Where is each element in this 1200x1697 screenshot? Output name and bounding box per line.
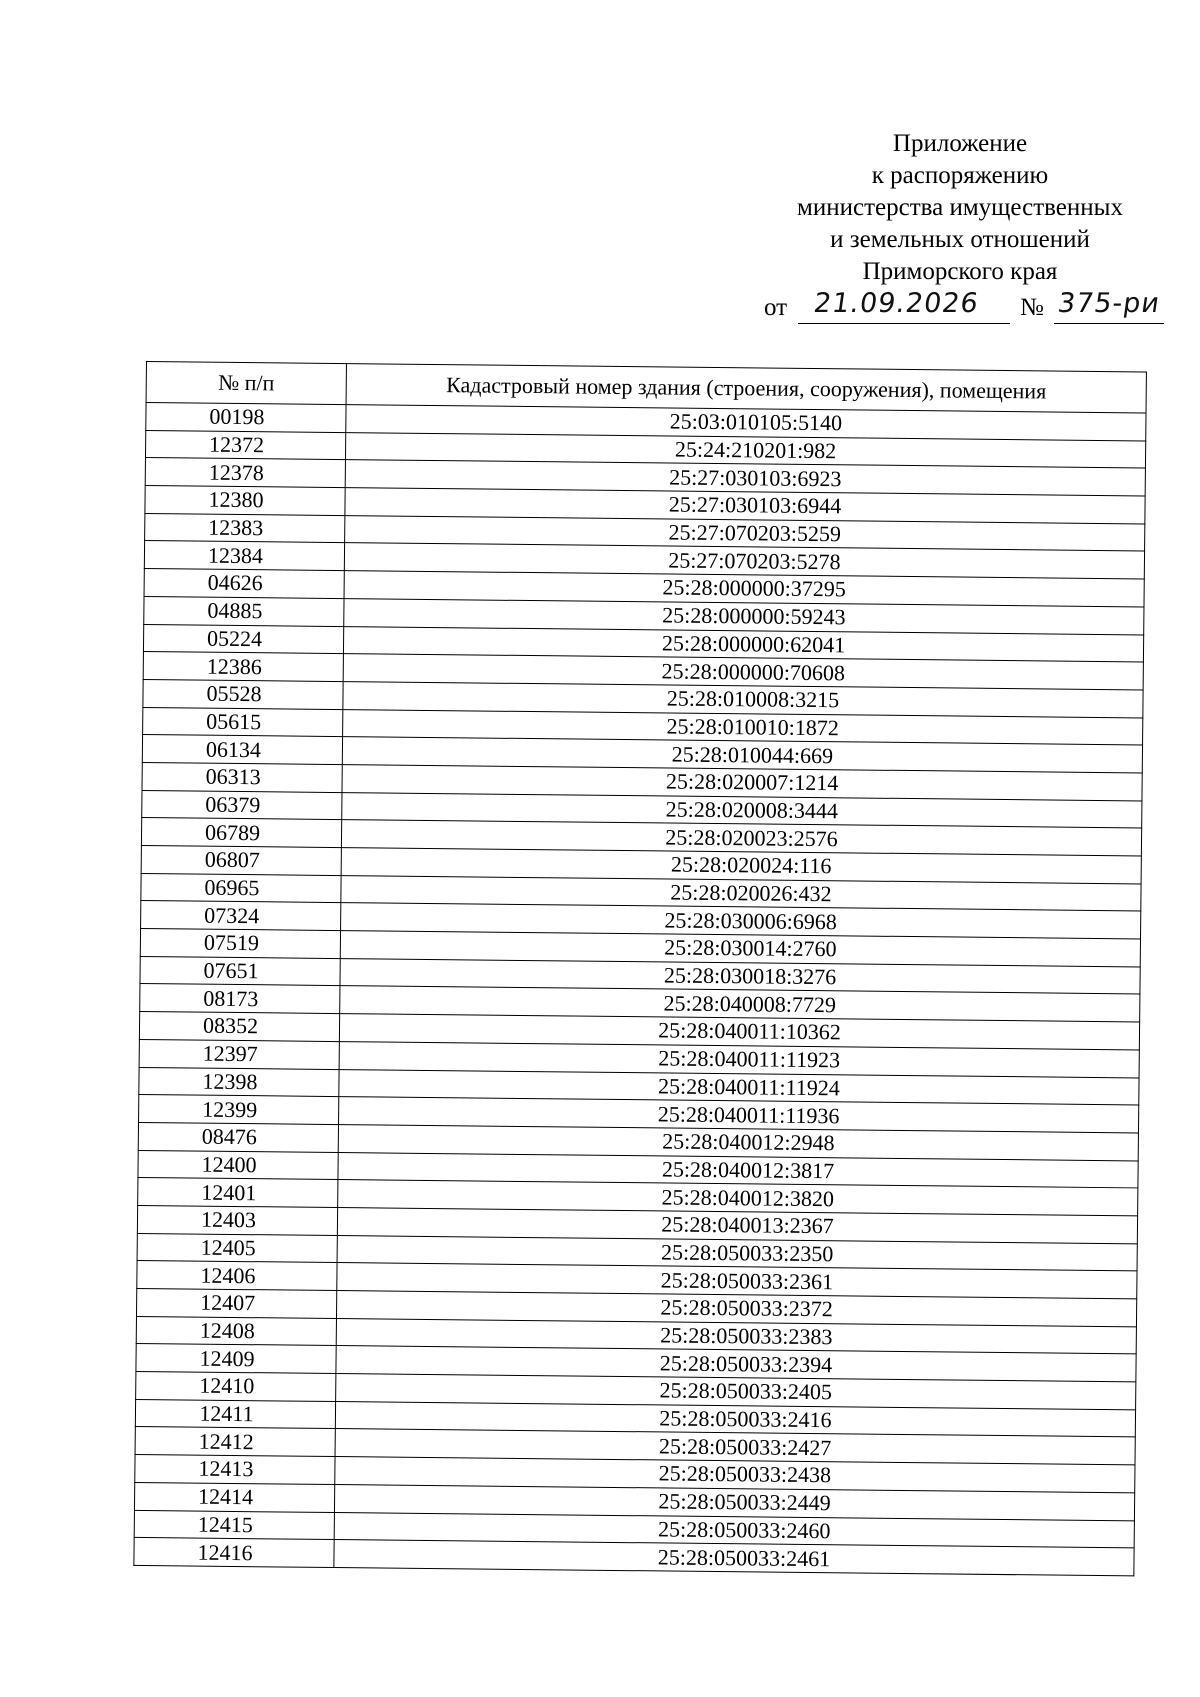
cadastral-number-cell: 25:28:030014:2760	[340, 931, 1140, 967]
cadastral-number-cell: 25:28:010044:669	[342, 737, 1142, 773]
cadastral-number-cell: 25:28:050033:2405	[336, 1374, 1136, 1410]
row-number-cell: 06807	[141, 845, 341, 875]
cadastral-number-cell: 25:28:050033:2383	[336, 1318, 1136, 1354]
row-number-cell: 07324	[141, 901, 341, 931]
cadastral-number-cell: 25:28:040011:11924	[339, 1069, 1139, 1105]
row-number-cell: 06965	[141, 873, 341, 903]
row-number-cell: 12416	[134, 1538, 334, 1568]
row-number-cell: 12397	[139, 1039, 339, 1069]
column-header-number: № п/п	[146, 362, 346, 405]
row-number-cell: 12401	[138, 1178, 338, 1208]
row-number-cell: 12384	[144, 541, 344, 571]
header-line-appendix: Приложение	[892, 130, 1028, 157]
cadastral-number-cell: 25:28:030006:6968	[341, 903, 1141, 939]
cadastral-number-cell: 25:28:000000:62041	[343, 626, 1143, 662]
row-number-cell: 12414	[134, 1482, 334, 1512]
header-line-order: к распоряжению	[871, 162, 1049, 189]
cadastral-number-cell: 25:28:050033:2460	[334, 1512, 1134, 1548]
cadastral-number-cell: 25:28:050033:2461	[334, 1540, 1134, 1576]
order-date-handwritten: 21.09.2026	[811, 288, 981, 319]
header-line-ministry: министерства имущественных	[797, 194, 1123, 221]
cadastral-number-cell: 25:28:050033:2361	[337, 1263, 1137, 1299]
row-number-cell: 07651	[140, 956, 340, 986]
header-line-region: Приморского края	[862, 258, 1058, 285]
order-number-handwritten: 375-ри	[1055, 288, 1163, 319]
cadastral-number-cell: 25:28:030018:3276	[340, 958, 1140, 994]
row-number-cell: 12410	[136, 1372, 336, 1402]
row-number-cell: 04626	[144, 569, 344, 599]
cadastral-number-cell: 25:28:040012:3820	[338, 1180, 1138, 1216]
cadastral-number-cell: 25:27:070203:5259	[345, 515, 1145, 551]
row-number-cell: 05615	[143, 707, 343, 737]
cadastral-number-cell: 25:28:020008:3444	[342, 792, 1142, 828]
number-prefix: №	[1020, 294, 1044, 321]
row-number-cell: 12400	[138, 1150, 338, 1180]
row-number-cell: 12399	[139, 1095, 339, 1125]
appendix-header	[760, 128, 1160, 288]
row-number-cell: 12372	[145, 430, 345, 460]
column-header-cadastral: Кадастровый номер здания (строения, сооружения), помещения	[346, 364, 1146, 413]
cadastral-number-cell: 25:28:040011:10362	[339, 1014, 1139, 1050]
cadastral-number-cell: 25:28:020007:1214	[342, 765, 1142, 801]
row-number-cell: 12413	[135, 1455, 335, 1485]
row-number-cell: 12378	[145, 458, 345, 488]
cadastral-number-cell: 25:28:000000:59243	[344, 598, 1144, 634]
row-number-cell: 06379	[142, 790, 342, 820]
cadastral-number-cell: 25:28:050033:2372	[336, 1291, 1136, 1327]
date-underline	[798, 323, 1010, 324]
row-number-cell: 08352	[139, 1012, 339, 1042]
header-line-relations: и земельных отношений	[830, 226, 1090, 253]
row-number-cell: 12409	[136, 1344, 336, 1374]
row-number-cell: 06134	[142, 735, 342, 765]
cadastral-number-cell: 25:27:030103:6944	[345, 488, 1145, 524]
cadastral-number-cell: 25:28:050033:2427	[335, 1429, 1135, 1465]
cadastral-number-cell: 25:28:040012:3817	[338, 1152, 1138, 1188]
row-number-cell: 12415	[134, 1510, 334, 1540]
cadastral-number-cell: 25:28:010010:1872	[343, 709, 1143, 745]
cadastral-number-cell: 25:28:020024:116	[341, 848, 1141, 884]
row-number-cell: 05224	[143, 624, 343, 654]
row-number-cell: 12412	[135, 1427, 335, 1457]
cadastral-number-cell: 25:28:050033:2449	[334, 1484, 1134, 1520]
row-number-cell: 07519	[140, 929, 340, 959]
cadastral-number-cell: 25:28:040012:2948	[338, 1124, 1138, 1160]
cadastral-number-cell: 25:24:210201:982	[345, 432, 1145, 468]
cadastral-number-cell: 25:28:040011:11923	[339, 1041, 1139, 1077]
cadastral-number-cell: 25:27:030103:6923	[345, 460, 1145, 496]
row-number-cell: 08476	[138, 1122, 338, 1152]
cadastral-number-cell: 25:28:050033:2416	[335, 1401, 1135, 1437]
date-prefix: от	[764, 294, 788, 321]
row-number-cell: 12406	[137, 1261, 337, 1291]
cadastral-number-cell: 25:27:070203:5278	[344, 543, 1144, 579]
row-number-cell: 12405	[137, 1233, 337, 1263]
row-number-cell: 05528	[143, 679, 343, 709]
cadastral-number-cell: 25:28:020023:2576	[341, 820, 1141, 856]
cadastral-number-cell: 25:28:040008:7729	[340, 986, 1140, 1022]
cadastral-number-cell: 25:28:010008:3215	[343, 681, 1143, 717]
row-number-cell: 12398	[139, 1067, 339, 1097]
row-number-cell: 08173	[140, 984, 340, 1014]
cadastral-number-cell: 25:28:050033:2350	[337, 1235, 1137, 1271]
cadastral-number-cell: 25:28:040013:2367	[337, 1207, 1137, 1243]
row-number-cell: 06789	[141, 818, 341, 848]
cadastral-number-cell: 25:28:050033:2438	[335, 1457, 1135, 1493]
cadastral-number-cell: 25:03:010105:5140	[346, 405, 1146, 441]
number-underline	[1054, 323, 1164, 324]
row-number-cell: 04885	[144, 596, 344, 626]
row-number-cell: 12407	[136, 1288, 336, 1318]
cadastral-number-cell: 25:28:020026:432	[341, 875, 1141, 911]
order-date-number	[764, 290, 1164, 330]
cadastral-number-cell: 25:28:000000:70608	[343, 654, 1143, 690]
row-number-cell: 12411	[135, 1399, 335, 1429]
row-number-cell: 12386	[143, 652, 343, 682]
cadastral-number-cell: 25:28:040011:11936	[339, 1097, 1139, 1133]
cadastral-number-cell: 25:28:050033:2394	[336, 1346, 1136, 1382]
row-number-cell: 12408	[136, 1316, 336, 1346]
row-number-cell: 12403	[137, 1205, 337, 1235]
row-number-cell: 00198	[146, 403, 346, 433]
row-number-cell: 12380	[145, 486, 345, 516]
cadastral-table	[133, 361, 1147, 1576]
row-number-cell: 12383	[145, 513, 345, 543]
cadastral-number-cell: 25:28:000000:37295	[344, 571, 1144, 607]
row-number-cell: 06313	[142, 762, 342, 792]
table-body	[134, 403, 1146, 1576]
